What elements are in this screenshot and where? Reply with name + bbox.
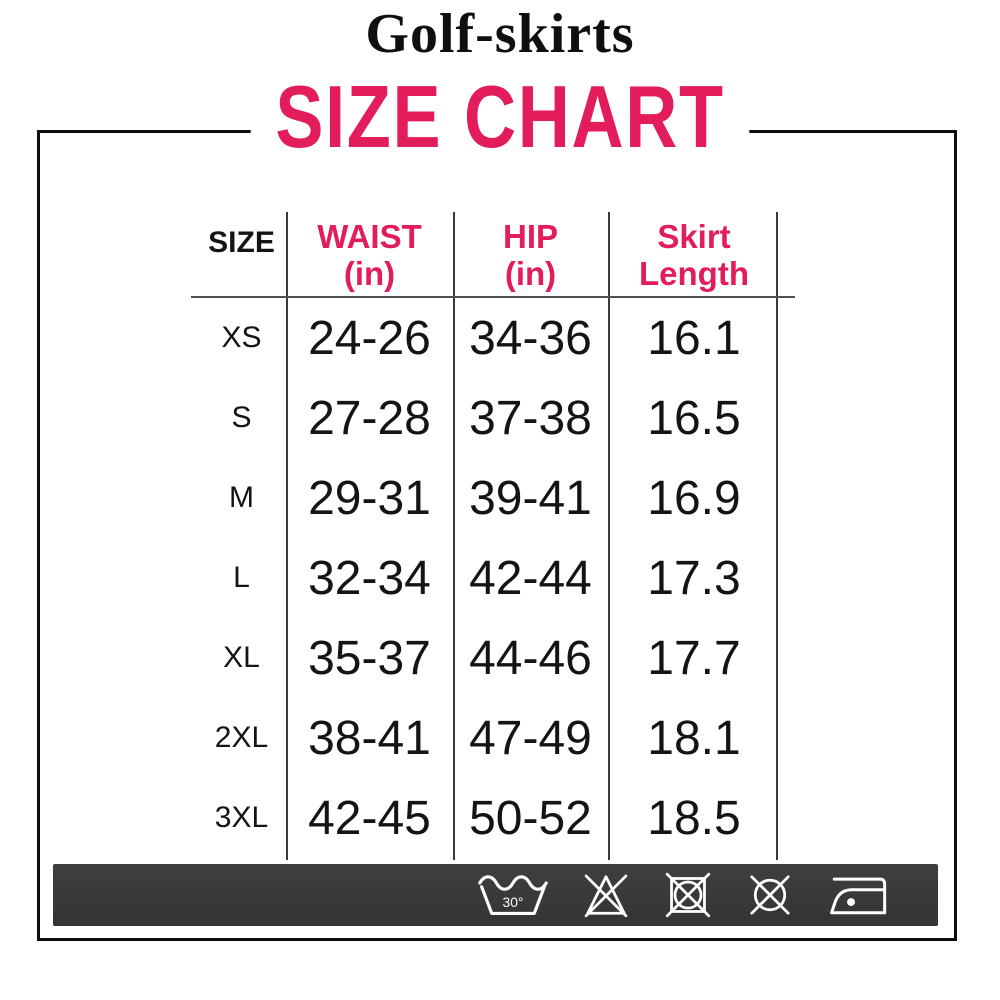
size-label: L <box>233 561 250 594</box>
svg-text:30°: 30° <box>502 894 524 910</box>
length-value: 16.1 <box>647 311 741 365</box>
size-label: XS <box>221 321 262 354</box>
column-header-skirt-length: Skirt Length <box>639 218 749 292</box>
brand-title: Golf-skirts <box>365 3 635 65</box>
hip-value: 42-44 <box>469 551 592 605</box>
column-divider <box>286 212 288 860</box>
iron-low-heat-icon <box>826 872 892 918</box>
hip-value: 39-41 <box>469 471 592 525</box>
table-row <box>197 698 780 778</box>
length-value: 17.3 <box>647 551 741 605</box>
column-divider <box>453 212 455 860</box>
size-table <box>197 208 780 858</box>
table-header-row <box>197 208 780 298</box>
table-row <box>197 618 780 698</box>
machine-wash-30-icon <box>476 871 550 919</box>
length-value: 16.9 <box>647 471 741 525</box>
waist-value: 32-34 <box>308 551 431 605</box>
header-divider <box>191 296 795 298</box>
table-row <box>197 778 780 858</box>
page-title: SIZE CHART <box>251 72 750 162</box>
care-instructions-bar <box>53 864 938 926</box>
column-header-size: SIZE <box>208 226 275 259</box>
column-divider <box>608 212 610 860</box>
hip-value: 50-52 <box>469 791 592 845</box>
waist-value: 38-41 <box>308 711 431 765</box>
table-row <box>197 378 780 458</box>
length-value: 18.1 <box>647 711 741 765</box>
hip-value: 34-36 <box>469 311 592 365</box>
column-header-hip: HIP (in) <box>502 218 558 292</box>
page-title-wrap <box>0 67 1000 166</box>
size-label: M <box>229 481 254 514</box>
hip-value: 47-49 <box>469 711 592 765</box>
length-value: 16.5 <box>647 391 741 445</box>
do-not-bleach-icon <box>580 869 632 921</box>
waist-value: 35-37 <box>308 631 431 685</box>
waist-value: 27-28 <box>308 391 431 445</box>
size-label: 3XL <box>214 801 269 834</box>
table-row <box>197 458 780 538</box>
size-label: 2XL <box>214 721 269 754</box>
size-label: XL <box>223 641 260 674</box>
table-row <box>197 298 780 378</box>
hip-value: 44-46 <box>469 631 592 685</box>
waist-value: 29-31 <box>308 471 431 525</box>
column-header-waist: WAIST (in) <box>317 218 422 292</box>
column-divider <box>776 212 778 860</box>
size-label: S <box>231 401 252 434</box>
length-value: 18.5 <box>647 791 741 845</box>
waist-value: 42-45 <box>308 791 431 845</box>
do-not-dry-clean-icon <box>744 869 796 921</box>
length-value: 17.7 <box>647 631 741 685</box>
do-not-tumble-dry-icon <box>662 869 714 921</box>
hip-value: 37-38 <box>469 391 592 445</box>
waist-value: 24-26 <box>308 311 431 365</box>
table-row <box>197 538 780 618</box>
